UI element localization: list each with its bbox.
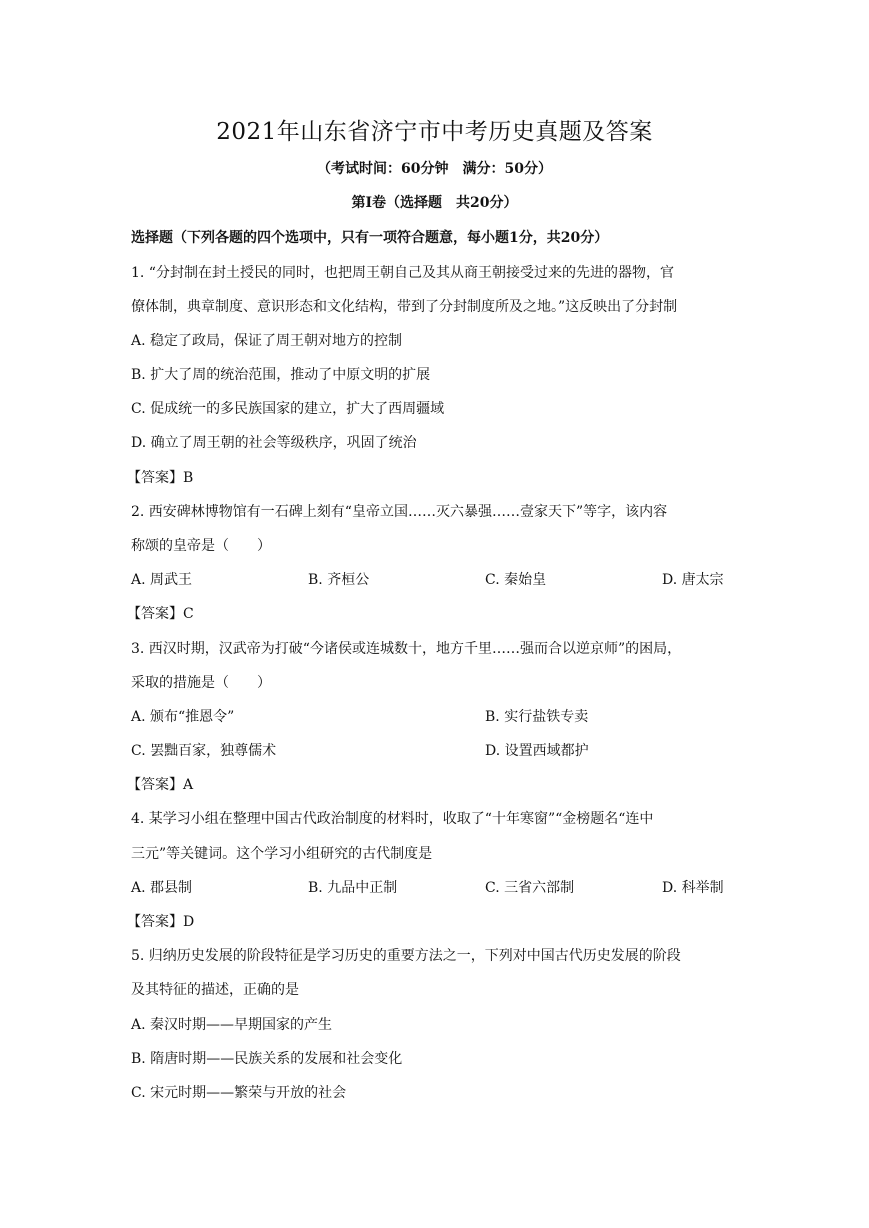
q1-stem-line-1: 1. “分封制在封土授民的同时，也把周王朝自己及其从商王朝接受过来的先进的器物，官 [131, 265, 674, 281]
q3-option-a: A. 颁布“推恩令” [131, 709, 235, 725]
q5-option-c: C. 宋元时期——繁荣与开放的社会 [131, 1085, 347, 1101]
q1-option-c: C. 促成统一的多民族国家的建立，扩大了西周疆域 [131, 401, 445, 417]
q5-option-b: B. 隋唐时期——民族关系的发展和社会变化 [131, 1051, 403, 1067]
q3-stem-line-1: 3. 西汉时期，汉武帝为打破“今诸侯或连城数十，地方千里……强而合以逆京师”的困局， [131, 641, 682, 657]
q2-option-a: A. 周武王 [131, 572, 193, 588]
page-title: 2021年山东省济宁市中考历史真题及答案 [216, 119, 653, 145]
q2-option-b: B. 齐桓公 [308, 572, 370, 588]
q4-option-d: D. 科举制 [662, 880, 724, 896]
q3-option-c: C. 罢黜百家，独尊儒术 [131, 743, 277, 759]
q1-option-d: D. 确立了周王朝的社会等级秩序，巩固了统治 [131, 435, 417, 451]
q4-option-b: B. 九品中正制 [308, 880, 398, 896]
q5-option-a: A. 秦汉时期——早期国家的产生 [131, 1017, 333, 1033]
q2-answer: 【答案】C [127, 606, 194, 622]
q2-stem-line-1: 2. 西安碑林博物馆有一石碑上刻有“皇帝立国……灭六暴强……壹家天下”等字，该内容 [131, 504, 668, 520]
q3-answer: 【答案】A [127, 777, 194, 793]
q5-stem-line-2: 及其特征的描述，正确的是 [131, 982, 299, 998]
q4-answer: 【答案】D [127, 914, 195, 930]
q1-stem-line-2: 僚体制，典章制度、意识形态和文化结构，带到了分封制度所及之地。”这反映出了分封制 [131, 299, 678, 315]
q3-option-d: D. 设置西域都护 [485, 743, 589, 759]
q4-option-c: C. 三省六部制 [485, 880, 575, 896]
q2-stem-line-2: 称颂的皇帝是（ ） [131, 538, 271, 554]
q5-stem-line-1: 5. 归纳历史发展的阶段特征是学习历史的重要方法之一，下列对中国古代历史发展的阶段 [131, 948, 681, 964]
q1-option-b: B. 扩大了周的统治范围，推动了中原文明的扩展 [131, 367, 431, 383]
q2-option-d: D. 唐太宗 [662, 572, 724, 588]
q3-stem-line-2: 采取的措施是（ ） [131, 675, 271, 691]
instructions: 选择题（下列各题的四个选项中，只有一项符合题意，每小题1分，共20分） [131, 230, 609, 246]
q1-answer: 【答案】B [127, 470, 194, 486]
q4-option-a: A. 郡县制 [131, 880, 193, 896]
q4-stem-line-2: 三元”等关键词。这个学习小组研究的古代制度是 [131, 846, 433, 862]
exam-info: （考试时间：60分钟 满分：50分） [317, 161, 552, 177]
q2-option-c: C. 秦始皇 [485, 572, 547, 588]
q3-option-b: B. 实行盐铁专卖 [485, 709, 589, 725]
q4-stem-line-1: 4. 某学习小组在整理中国古代政治制度的材料时，收取了“十年寒窗”“金榜题名“连中 [131, 811, 654, 827]
section-heading: 第Ⅰ卷（选择题 共20分） [351, 195, 518, 211]
q1-option-a: A. 稳定了政局，保证了周王朝对地方的控制 [131, 333, 403, 349]
